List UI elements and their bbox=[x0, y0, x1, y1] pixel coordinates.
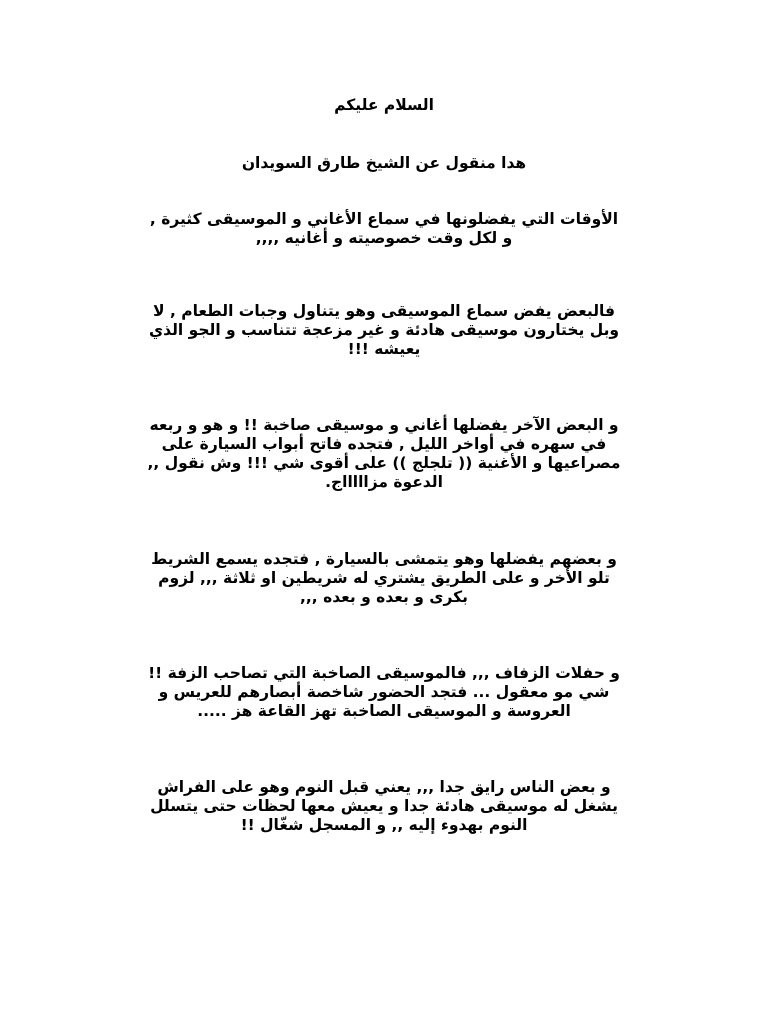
paragraph-line: شي مو معقول ... فتجد الحضور شاخصة أبصارهم للعريس و bbox=[158, 683, 610, 701]
document-page bbox=[108, 0, 660, 1024]
paragraph-line: فالبعض يفض سماع الموسيقى وهو يتناول وجبات الطعام , لا bbox=[153, 302, 615, 320]
paragraph-4 bbox=[108, 550, 660, 607]
paragraph-line: بكرى و بعده و بعده ,,, bbox=[300, 588, 468, 606]
paragraph-line: تلو الأخر و على الطريق يشتري له شريطين او ثلاثة ,,, لزوم bbox=[158, 569, 610, 587]
paragraph-line: يشغل له موسيقى هادئة جدا و يعيش معها لحظات حتى يتسلل bbox=[150, 797, 618, 815]
paragraph-line: و لكل وقت خصوصيته و أغانيه ,,,, bbox=[255, 229, 513, 247]
paragraph-line: و البعض الآخر يفضلها أغاني و موسيقى صاخبة !! و هو و ربعه bbox=[149, 416, 619, 434]
paragraph-1 bbox=[108, 210, 660, 248]
paragraph-line: و حفلات الزفاف ,,, فالموسيقى الصاخبة التي تصاحب الزفة !! bbox=[148, 664, 620, 682]
source-text: هدا منقول عن الشيخ طارق السويدان bbox=[241, 154, 527, 172]
paragraph-line: و بعضهم يفضلها وهو يتمشى بالسيارة , فتجده يسمع الشريط bbox=[151, 550, 617, 568]
paragraph-line: الدعوة مزاااااج. bbox=[325, 473, 443, 491]
paragraph-5 bbox=[108, 664, 660, 721]
paragraph-line: الأوقات التي يفضلونها في سماع الأغاني و الموسيقى كثيرة , bbox=[149, 210, 619, 228]
paragraph-line: العروسة و الموسيقى الصاخبة تهز القاعة هز ..... bbox=[197, 702, 571, 720]
greeting-line: السلام عليكم bbox=[334, 96, 434, 114]
paragraph-6 bbox=[108, 778, 660, 835]
greeting-heading bbox=[108, 96, 660, 115]
paragraph-line: النوم بهدوء إليه ,, و المسجل شغّال !! bbox=[240, 816, 528, 834]
paragraph-line: وبل يختارون موسيقى هادئة و غير مزعجة تتناسب و الجو الذي bbox=[148, 321, 620, 339]
paragraph-line: مصراعيها و الأغنية (( تلجلج )) على أقوى شي !!! وش نقول ,, bbox=[147, 454, 621, 472]
paragraph-line: و بعض الناس رايق جدا ,,, يعني قبل النوم وهو على الفراش bbox=[157, 778, 611, 796]
paragraph-2 bbox=[108, 302, 660, 359]
paragraph-line: يعيشه !!! bbox=[347, 340, 421, 358]
source-line bbox=[108, 154, 660, 173]
paragraph-line: في سهره في أواخر الليل , فتجده فاتح أبواب السيارة على bbox=[161, 435, 607, 453]
paragraph-3 bbox=[108, 416, 660, 492]
